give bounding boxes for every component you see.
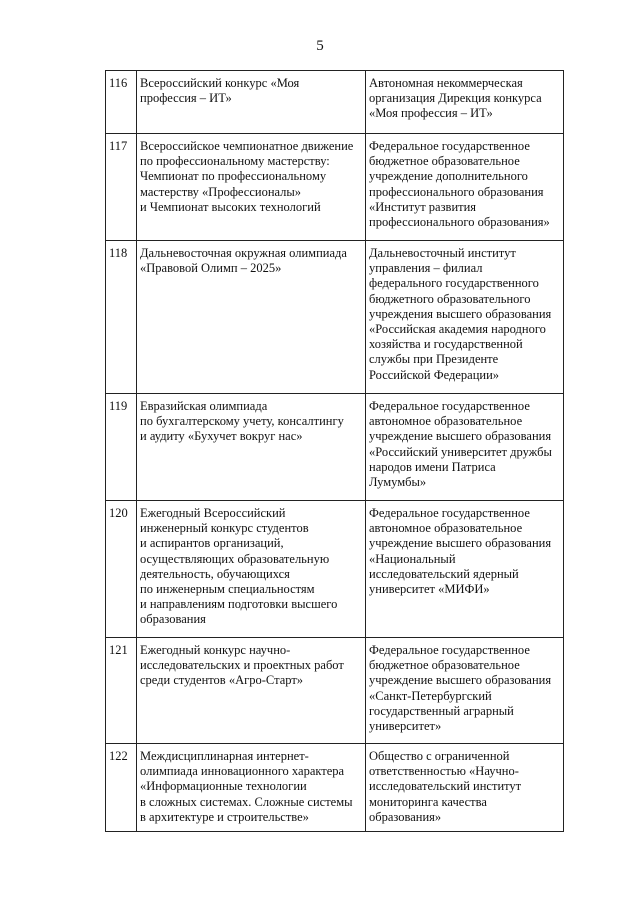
event-name-line: мастерству «Профессионалы»	[140, 184, 302, 199]
event-name-line: Ежегодный конкурс научно-	[140, 643, 291, 657]
organizer-cell	[366, 744, 564, 832]
event-name-line: и направлениям подготовки высшего	[140, 597, 338, 612]
organizer-line: университет «МИФИ»	[369, 582, 490, 597]
table-row	[106, 394, 564, 501]
event-name-line: Евразийская олимпиада	[140, 399, 268, 413]
table-row	[106, 241, 564, 394]
event-name-line: по профессиональному мастерству:	[140, 154, 330, 169]
table-row	[106, 744, 564, 832]
organizer-cell	[366, 71, 564, 134]
row-number: 119	[106, 394, 137, 501]
event-name-line: Чемпионат по профессиональному	[140, 169, 327, 184]
organizer-line: управления – филиал	[369, 261, 483, 276]
organizer-line: мониторинга качества	[369, 794, 487, 809]
organizer-line: исследовательский ядерный	[369, 566, 519, 581]
row-number: 118	[106, 241, 137, 394]
organizer-line: Федеральное государственное	[369, 399, 530, 413]
organizer-line: хозяйства и государственной	[369, 337, 523, 352]
registry-table-body	[106, 71, 564, 832]
row-number: 117	[106, 134, 137, 241]
organizer-line: Федеральное государственное	[369, 139, 530, 153]
organizer-cell	[366, 241, 564, 394]
organizer-line: исследовательский институт	[369, 779, 522, 794]
organizer-line: учреждение высшего образования	[369, 673, 552, 688]
organizer-line: учреждение дополнительного	[369, 169, 528, 184]
organizer-line: государственный аграрный	[369, 703, 514, 718]
table-row	[106, 71, 564, 134]
organizer-line: учреждение высшего образования	[369, 536, 552, 551]
event-name-cell	[137, 134, 366, 241]
event-name-line: по инженерным специальностям	[140, 582, 315, 597]
organizer-line: учреждения высшего образования	[369, 306, 552, 321]
organizer-line: «Российский университет дружбы	[369, 444, 552, 459]
organizer-line: «Национальный	[369, 551, 456, 566]
event-name-line: Ежегодный Всероссийский	[140, 506, 286, 520]
event-name-line: профессия – ИТ»	[140, 91, 232, 106]
organizer-line: бюджетное образовательное	[369, 154, 520, 169]
organizer-line: бюджетного образовательного	[369, 291, 531, 306]
event-name-line: по бухгалтерскому учету, консалтингу	[140, 414, 344, 429]
event-name-line: олимпиада инновационного характера	[140, 764, 345, 779]
organizer-line: университет»	[369, 719, 442, 734]
event-name-line: исследовательских и проектных работ	[140, 658, 344, 673]
row-number: 121	[106, 638, 137, 744]
organizer-line: службы при Президенте	[369, 352, 499, 367]
event-name-line: в сложных системах. Сложные системы	[140, 794, 353, 809]
organizer-line: Лумумбы»	[369, 475, 427, 490]
event-name-line: Междисциплинарная интернет-	[140, 749, 309, 763]
organizer-line: «Моя профессия – ИТ»	[369, 106, 493, 121]
row-number: 116	[106, 71, 137, 134]
event-name-line: среди студентов «Агро-Старт»	[140, 673, 304, 688]
organizer-line: Федеральное государственное	[369, 643, 530, 657]
organizer-line: ответственностью «Научно-	[369, 764, 519, 779]
organizer-line: Федеральное государственное	[369, 506, 530, 520]
event-name-cell	[137, 394, 366, 501]
organizer-line: Дальневосточный институт	[369, 246, 516, 260]
page-number: 5	[316, 38, 324, 54]
event-name-line: «Информационные технологии	[140, 779, 307, 794]
row-number: 120	[106, 501, 137, 638]
event-name-cell	[137, 638, 366, 744]
organizer-line: «Институт развития	[369, 199, 477, 214]
event-name-cell	[137, 71, 366, 134]
event-name-line: и Чемпионат высоких технологий	[140, 199, 321, 214]
organizer-line: народов имени Патриса	[369, 459, 496, 474]
organizer-cell	[366, 638, 564, 744]
table-row	[106, 638, 564, 744]
organizer-line: организация Дирекция конкурса	[369, 91, 542, 106]
organizer-line: «Санкт-Петербургский	[369, 688, 492, 703]
event-name-cell	[137, 241, 366, 394]
organizer-line: учреждение высшего образования	[369, 429, 552, 444]
organizer-line: автономное образовательное	[369, 521, 523, 536]
row-number: 122	[106, 744, 137, 832]
event-name-line: в архитектуре и строительстве»	[140, 809, 309, 824]
event-name-cell	[137, 744, 366, 832]
organizer-line: образования»	[369, 809, 442, 824]
event-name-line: Всероссийское чемпионатное движение	[140, 139, 354, 153]
organizer-cell	[366, 134, 564, 241]
event-name-line: деятельность, обучающихся	[140, 566, 290, 581]
organizer-line: федерального государственного	[369, 276, 539, 291]
organizer-line: Российской Федерации»	[369, 367, 500, 382]
table-row	[106, 134, 564, 241]
event-name-line: и аспирантов организаций,	[140, 536, 284, 551]
event-name-line: «Правовой Олимп – 2025»	[140, 261, 282, 276]
organizer-line: автономное образовательное	[369, 414, 523, 429]
table-row	[106, 501, 564, 638]
organizer-line: бюджетное образовательное	[369, 658, 520, 673]
organizer-cell	[366, 394, 564, 501]
event-name-line: осуществляющих образовательную	[140, 551, 330, 566]
event-name-line: инженерный конкурс студентов	[140, 521, 309, 536]
event-name-line: Всероссийский конкурс «Моя	[140, 76, 300, 90]
registry-table	[105, 70, 564, 832]
organizer-line: Общество с ограниченной	[369, 749, 510, 763]
organizer-line: Автономная некоммерческая	[369, 76, 523, 90]
organizer-line: «Российская академия народного	[369, 322, 546, 337]
organizer-cell	[366, 501, 564, 638]
event-name-line: и аудиту «Бухучет вокруг нас»	[140, 429, 303, 444]
event-name-cell	[137, 501, 366, 638]
event-name-line: Дальневосточная окружная олимпиада	[140, 246, 347, 260]
event-name-line: образования	[140, 612, 206, 627]
organizer-line: профессионального образования	[369, 184, 544, 199]
organizer-line: профессионального образования»	[369, 215, 550, 230]
